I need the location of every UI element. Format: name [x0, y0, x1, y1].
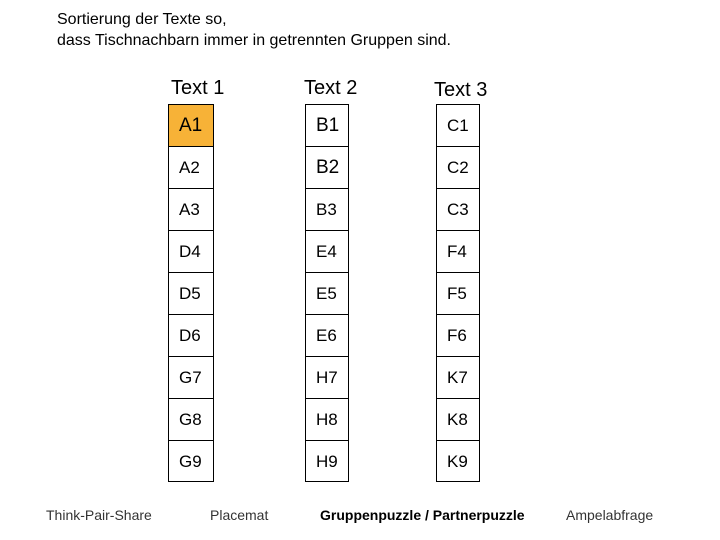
- cell-e4: E4: [306, 231, 348, 273]
- text-1-column: [168, 104, 214, 482]
- cell-g8: G8: [169, 399, 213, 441]
- footer-link-gruppenpuzzle[interactable]: Gruppenpuzzle / Partnerpuzzle: [320, 507, 525, 523]
- slide-title: [57, 9, 451, 51]
- cell-b2: B2: [306, 147, 348, 189]
- title-line-2: dass Tischnachbarn immer in getrennten Gruppen sind.: [57, 32, 451, 49]
- cell-a1: A1: [169, 105, 213, 147]
- cell-k8: K8: [437, 399, 479, 441]
- cell-a3: A3: [169, 189, 213, 231]
- column-header-text-2: Text 2: [304, 77, 358, 99]
- cell-k7: K7: [437, 357, 479, 399]
- cell-h8: H8: [306, 399, 348, 441]
- cell-g7: G7: [169, 357, 213, 399]
- cell-f5: F5: [437, 273, 479, 315]
- cell-e5: E5: [306, 273, 348, 315]
- cell-h7: H7: [306, 357, 348, 399]
- cell-d5: D5: [169, 273, 213, 315]
- cell-h9: H9: [316, 452, 338, 471]
- footer-link-placemat[interactable]: Placemat: [210, 507, 269, 523]
- footer-link-ampelabfrage[interactable]: Ampelabfrage: [566, 507, 654, 523]
- footer-link-think-pair-share[interactable]: Think-Pair-Share: [46, 507, 152, 523]
- text-2-column: [305, 104, 349, 482]
- cell-c2: C2: [437, 147, 479, 189]
- cell-b1: B1: [306, 105, 348, 147]
- cell-d4: D4: [169, 231, 213, 273]
- column-header-text-1: Text 1: [171, 77, 225, 99]
- cell-f6: F6: [437, 315, 479, 357]
- title-line-1: Sortierung der Texte so,: [57, 11, 227, 28]
- cell-a2: A2: [169, 147, 213, 189]
- column-header-text-3: Text 3: [434, 79, 488, 101]
- cell-c3: C3: [437, 189, 479, 231]
- cell-d6: D6: [169, 315, 213, 357]
- cell-f4: F4: [437, 231, 479, 273]
- cell-g9: G9: [179, 452, 202, 471]
- cell-k9: K9: [447, 452, 468, 471]
- cell-e6: E6: [306, 315, 348, 357]
- cell-c1: C1: [437, 105, 479, 147]
- cell-b3: B3: [306, 189, 348, 231]
- text-3-column: [436, 104, 480, 482]
